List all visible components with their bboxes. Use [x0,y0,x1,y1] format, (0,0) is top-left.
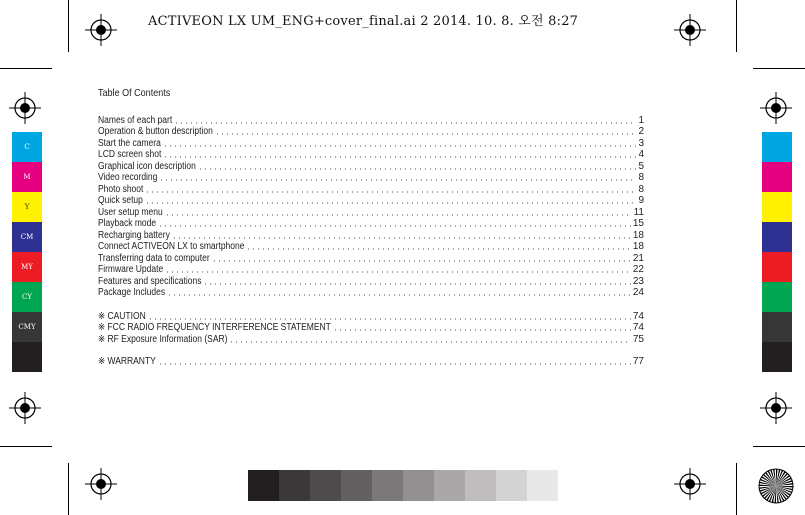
toc-entry-label: Video recording [98,172,158,183]
toc-entry-page: 74 [632,322,644,333]
toc-entry-label: Start the camera [98,137,161,149]
dot-leader [246,248,630,250]
toc-entry [98,252,644,264]
registration-mark-upper-left [9,92,41,124]
dot-leader [198,168,637,170]
color-swatch [762,222,792,252]
toc-entry [98,229,644,241]
toc-entry-page: 18 [632,241,644,252]
dot-leader [159,179,636,181]
toc-entry [98,183,644,195]
toc-entry [98,137,644,149]
color-swatch: CMY [12,312,42,342]
dot-leader [165,271,631,273]
dot-leader [203,283,630,285]
color-swatch: CM [12,222,42,252]
toc-entry [98,218,644,230]
registration-mark-bottom-left [85,468,117,500]
gray-swatch [248,470,279,501]
registration-mark-top-left [85,14,117,46]
color-swatch [762,132,792,162]
toc-entry [98,160,644,172]
toc-entry-page: 74 [632,310,644,322]
toc-entry [98,333,644,345]
toc-entry-label: User setup menu [98,206,163,218]
toc-entry [98,310,644,322]
toc-entry [98,172,644,184]
registration-mark-lower-right [760,392,792,424]
dot-leader [145,191,636,193]
toc-entry [98,114,644,126]
dot-leader [172,237,631,239]
toc-entry [98,241,644,253]
toc-entry-label: Firmware Update [98,264,164,275]
gray-swatch [310,470,341,501]
gray-swatch [341,470,372,501]
toc-entry-label: Photo shoot [98,183,144,195]
toc-entry-label: Operation & button description [98,126,213,137]
toc-entry-label: ※ CAUTION [98,310,146,322]
color-swatch: CY [12,282,42,312]
toc-entry [98,149,644,161]
toc-entry [98,126,644,138]
gray-swatch [465,470,496,501]
toc-entry [98,206,644,218]
dot-leader [229,341,630,343]
gray-swatch [434,470,465,501]
registration-mark-top-right [674,14,706,46]
toc-entry-page: 15 [632,218,644,229]
dot-leader [145,202,637,204]
toc-entry-page: 24 [632,287,644,298]
color-swatch: Y [12,192,42,222]
toc-entry-label: ※ FCC RADIO FREQUENCY INTERFERENCE STATEMENT [98,322,331,333]
toc-entry-label: Graphical icon description [98,160,196,172]
toc-entry [98,287,644,299]
table-of-contents [98,114,644,367]
dot-leader [333,329,631,331]
toc-entry [98,356,644,368]
color-swatch [762,162,792,192]
dot-leader [158,225,631,227]
color-swatch: M [12,162,42,192]
gray-swatch [527,470,558,501]
registration-mark-lower-left [9,392,41,424]
registration-mark-bottom-right [674,468,706,500]
color-swatch [762,342,792,372]
file-slug-line: ACTIVEON LX UM_ENG+cover_final.ai 2 2014. 10. 8. 오전 8:27 [148,14,579,29]
dot-leader [163,145,637,147]
color-swatch [762,252,792,282]
toc-entry-label: ※ WARRANTY [98,356,156,367]
dot-leader [167,294,631,296]
color-swatch [762,192,792,222]
color-swatch [762,312,792,342]
toc-entry-page: 11 [633,206,644,218]
toc-entry-label: Connect ACTIVEON LX to smartphone [98,241,245,252]
toc-entry-page: 23 [632,275,644,287]
toc-entry-label: ※ RF Exposure Information (SAR) [98,333,228,345]
toc-entry-page: 1 [638,114,644,126]
toc-entry-label: Quick setup [98,195,143,206]
toc-entry-page: 77 [632,356,644,367]
toc-entry-page: 5 [638,160,644,172]
toc-title: Table Of Contents [98,87,171,99]
toc-entry-page: 75 [632,333,644,345]
registration-mark-upper-right [760,92,792,124]
toc-entry-label: Names of each part [98,114,173,126]
color-swatch [762,282,792,312]
toc-entry-page: 2 [638,126,644,137]
toc-entry-label: Recharging battery [98,229,170,241]
gray-swatch [403,470,434,501]
toc-entry-label: Package Includes [98,287,166,298]
toc-entry-page: 18 [632,229,644,241]
toc-entry-label: Features and specifications [98,275,202,287]
gray-swatch [279,470,310,501]
dot-leader [215,133,637,135]
dot-leader [212,260,631,262]
gray-step-bar [248,470,558,501]
toc-entry-label: LCD screen shot [98,149,162,160]
toc-entry-label: Transferring data to computer [98,252,210,264]
toc-entry-page: 22 [632,264,644,275]
toc-entry [98,264,644,276]
dot-leader [148,318,631,320]
toc-entry-page: 8 [638,183,644,195]
star-target-mark [756,466,796,506]
dot-leader [158,363,631,365]
toc-entry-label: Playback mode [98,218,157,229]
dot-leader [165,214,632,216]
color-control-bar-right [762,132,792,372]
toc-entry-page: 9 [638,195,644,206]
toc-entry [98,322,644,334]
toc-entry [98,275,644,287]
dot-leader [163,156,636,158]
toc-entry-page: 21 [632,252,644,264]
toc-entry [98,195,644,207]
dot-leader [174,122,636,124]
toc-entry-page: 4 [638,149,644,160]
gray-swatch [372,470,403,501]
toc-entry-page: 3 [638,137,644,149]
color-control-bar-left [12,132,42,372]
color-swatch: MY [12,252,42,282]
toc-entry-page: 8 [638,172,644,183]
color-swatch [12,342,42,372]
gray-swatch [496,470,527,501]
color-swatch: C [12,132,42,162]
